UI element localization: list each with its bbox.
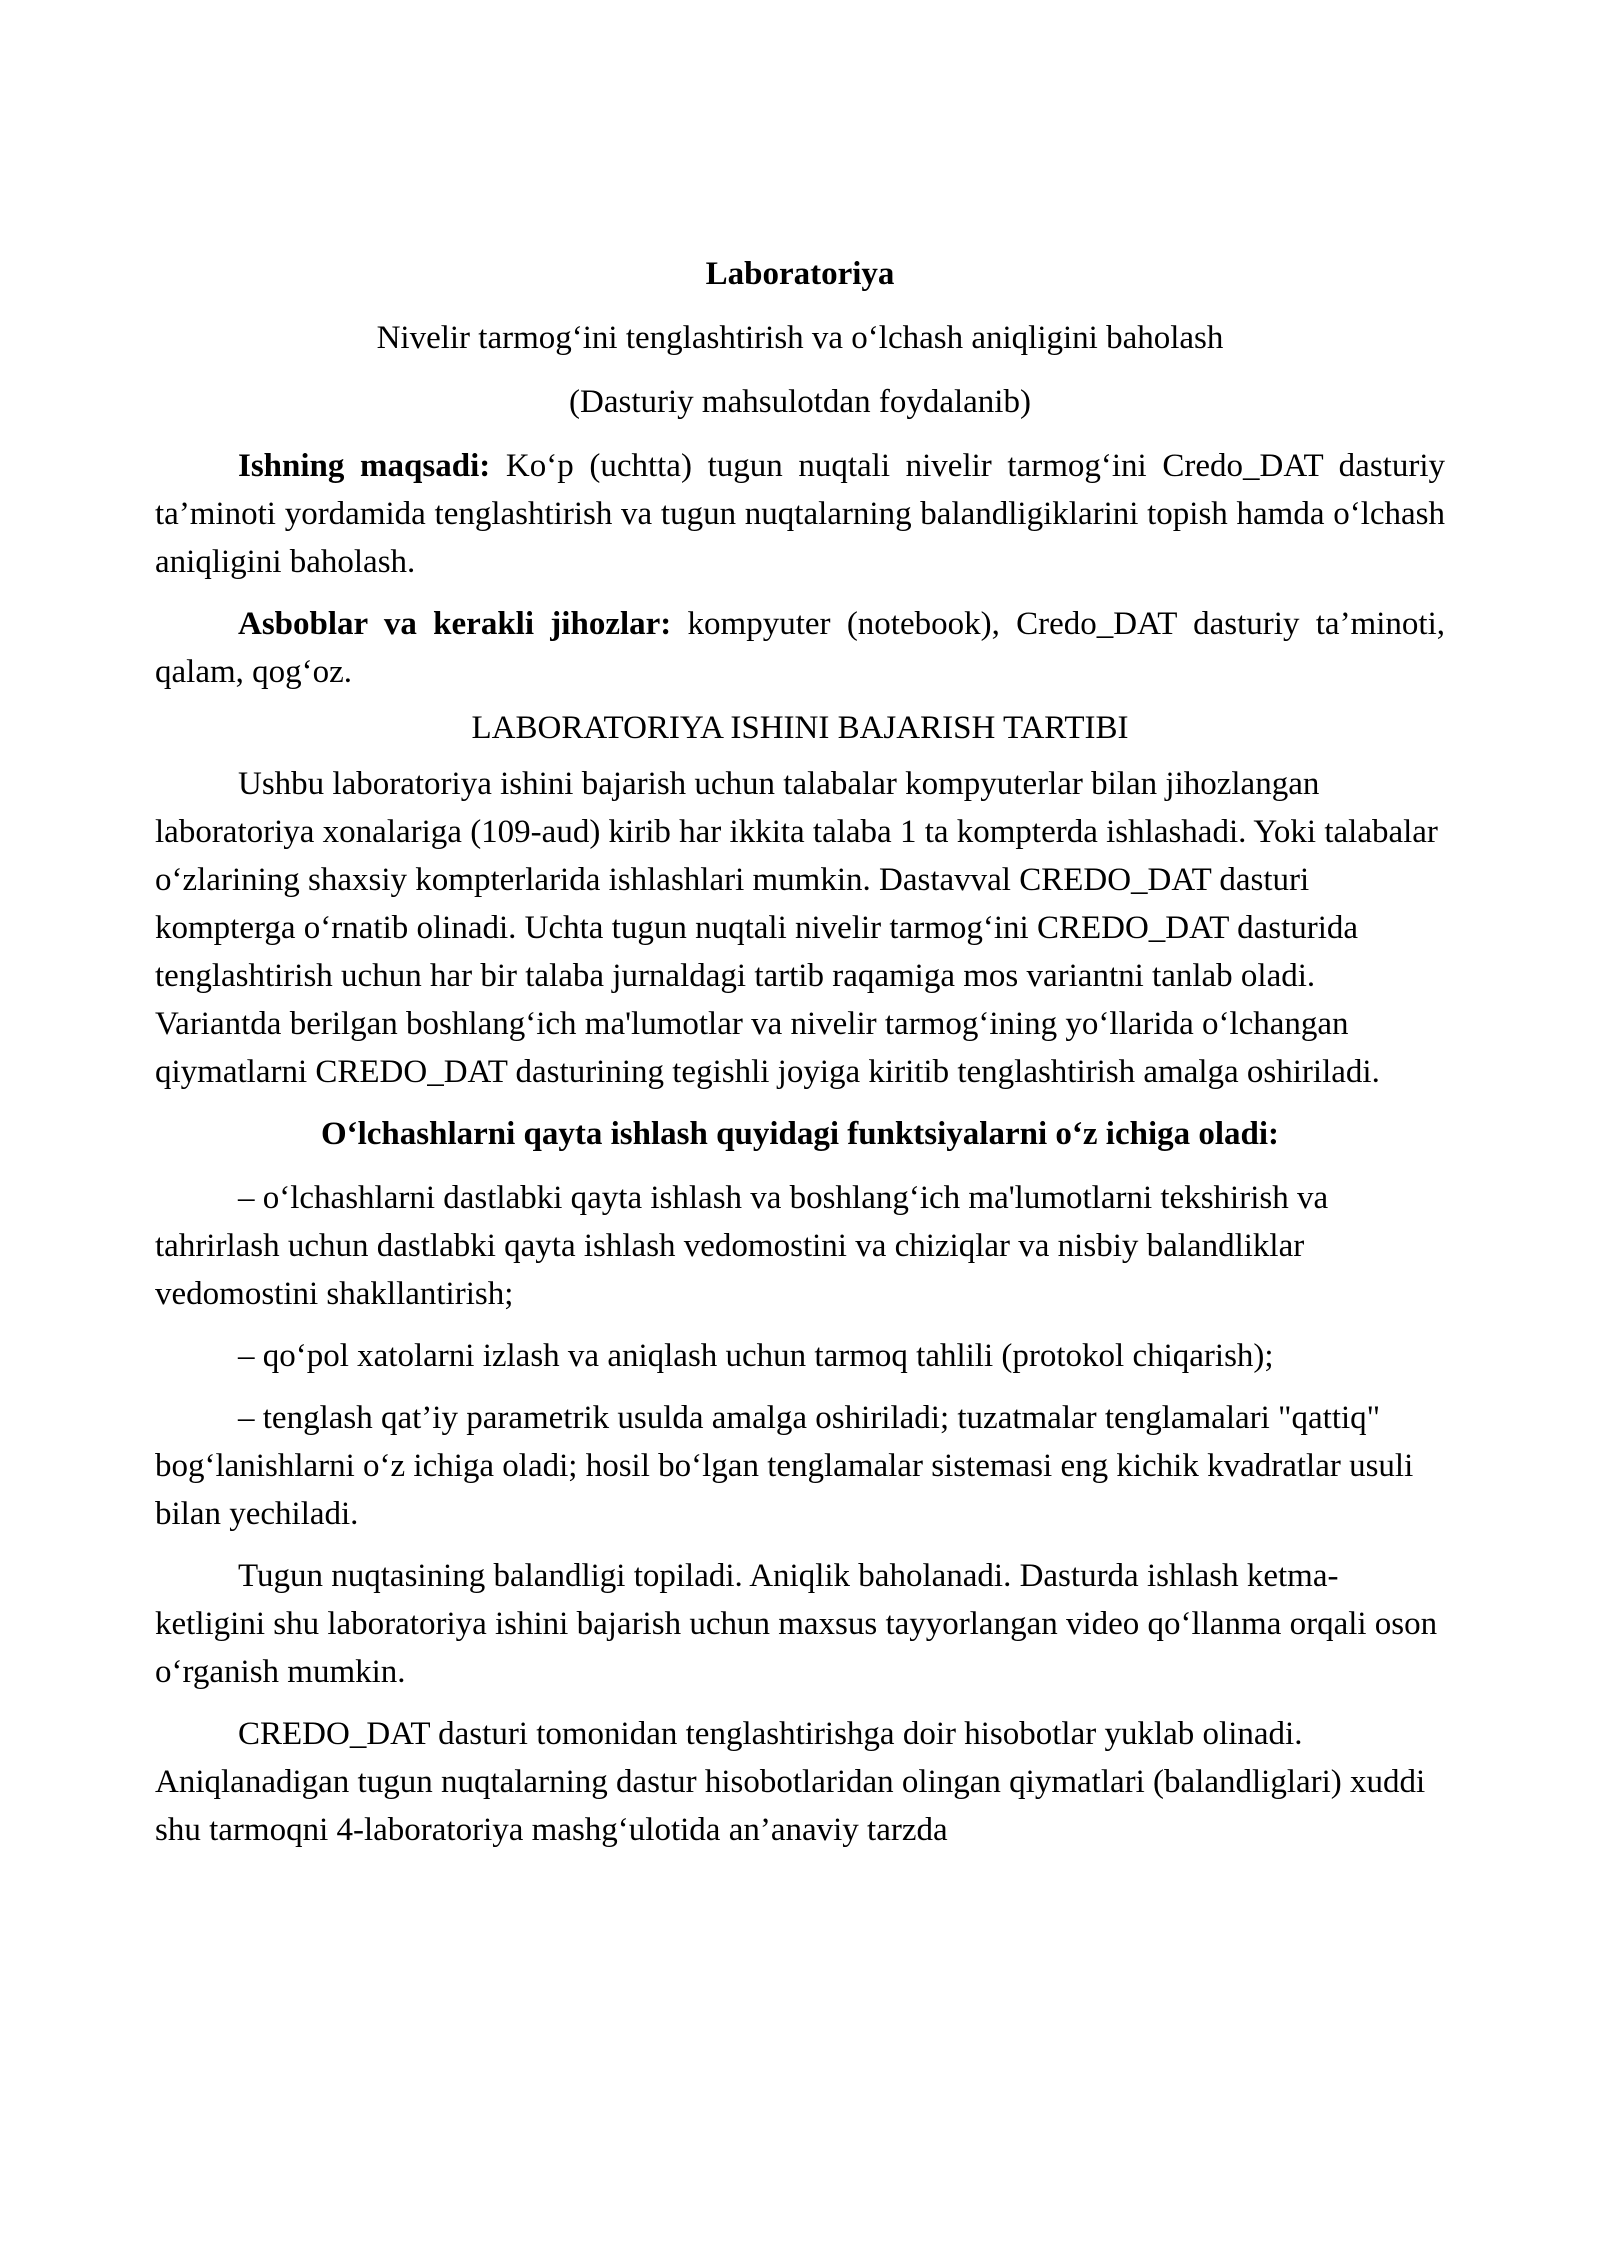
tools-label: Asboblar va kerakli jihozlar: xyxy=(238,606,672,642)
document-subtitle: Nivelir tarmog‘ini tenglashtirish va o‘lchash aniqligini baholash xyxy=(376,320,1224,356)
document-page xyxy=(155,250,1445,1868)
functions-heading: O‘lchashlarni qayta ishlash quyidagi funktsiyalarni o‘z ichiga oladi: xyxy=(320,1116,1280,1152)
document-subtitle-note: (Dasturiy mahsulotdan foydalanib) xyxy=(569,384,1031,420)
tools-paragraph xyxy=(155,600,1445,696)
tools-text: kompyuter (notebook), Credo_DAT dasturiy ta’minoti, qalam, qog‘oz. xyxy=(155,606,1445,690)
result-paragraph: Tugun nuqtasining balandligi topiladi. Aniqlik baholanadi. Dasturda ishlash ketma-ketligini shu laboratoriya ishini bajarish uchun maxsus tayyorlangan video qo‘llanma orqali oson o‘rganish mumkin. xyxy=(155,1558,1438,1690)
procedure-paragraph: Ushbu laboratoriya ishini bajarish uchun talabalar kompyuterlar bilan jihozlangan laboratoriya xonalariga (109-aud) kirib har ikkita talaba 1 ta kompterda ishlashadi. Yoki talabalar o‘zlarining shaxsiy kompterlarida ishlashlari mumkin. Dastavval CREDO_DAT dasturi kompterga o‘rnatib olinadi. Uchta tugun nuqtali nivelir tarmog‘ini CREDO_DAT dasturida tenglashtirish uchun har bir talaba jurnaldagi tartib raqamiga mos variantni tanlab oladi. Variantda berilgan boshlang‘ich ma'lumotlar va nivelir tarmog‘ining yo‘llarida o‘lchangan qiymatlarni CREDO_DAT dasturining tegishli joyiga kiritib tenglashtirish amalga oshiriladi. xyxy=(155,766,1438,1090)
function-item: – qo‘pol xatolarni izlash va aniqlash uchun tarmoq tahlili (protokol chiqarish); xyxy=(238,1338,1274,1374)
report-paragraph: CREDO_DAT dasturi tomonidan tenglashtirishga doir hisobotlar yuklab olinadi. Aniqlanadigan tugun nuqtalarning dastur hisobotlaridan olingan qiymatlari (balandliglari) xuddi shu tarmoqni 4-laboratoriya mashg‘ulotida an’anaviy tarzda xyxy=(155,1716,1426,1848)
purpose-label: Ishning maqsadi: xyxy=(238,448,491,484)
function-item: – tenglash qat’iy parametrik usulda amalga oshiriladi; tuzatmalar tenglamalari "qattiq" bog‘lanishlarni o‘z ichiga oladi; hosil bo‘lgan tenglamalar sistemasi eng kichik kvadratlar usuli bilan yechiladi. xyxy=(155,1400,1414,1532)
document-title: Laboratoriya xyxy=(705,256,895,292)
function-item: – o‘lchashlarni dastlabki qayta ishlash va boshlang‘ich ma'lumotlarni tekshirish va tahrirlash uchun dastlabki qayta ishlash vedomostini va chiziqlar va nisbiy balandliklar vedomostini shakllantirish; xyxy=(155,1180,1329,1312)
purpose-text: Ko‘p (uchtta) tugun nuqtali nivelir tarmog‘ini Credo_DAT dasturiy ta’minoti yordamida tenglashtirish va tugun nuqtalarning balandligiklarini topish hamda o‘lchash aniqligini baholash. xyxy=(155,448,1445,580)
purpose-paragraph xyxy=(155,442,1445,586)
procedure-heading: LABORATORIYA ISHINI BAJARISH TARTIBI xyxy=(471,710,1129,746)
